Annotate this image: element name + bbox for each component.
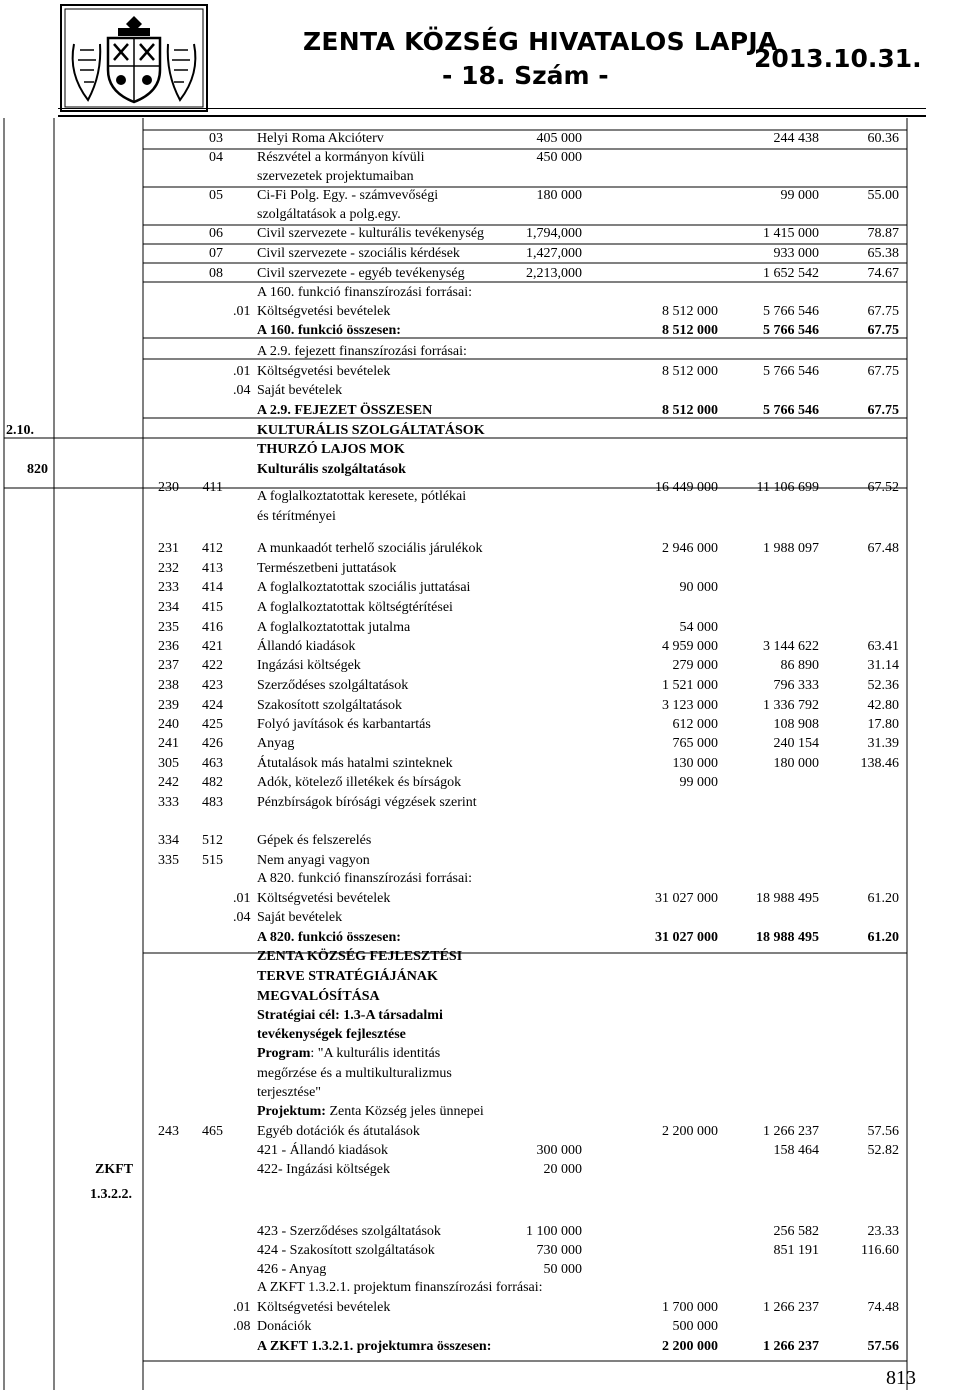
planned-amount: 405 000 <box>536 131 582 146</box>
publication-date: 2013.10.31. <box>754 44 922 73</box>
description: Természetbeni juttatások <box>257 561 397 576</box>
economic-code: 04 <box>209 150 223 165</box>
planned-amount: 730 000 <box>536 1243 582 1258</box>
economic-code: 515 <box>202 853 223 868</box>
economic-code: 421 <box>202 639 223 654</box>
description: Adók, kötelező illetékek és bírságok <box>257 775 462 790</box>
executed-amount: 86 890 <box>780 658 819 673</box>
executed-amount: 796 333 <box>773 678 819 693</box>
description: és térítményei <box>257 509 336 524</box>
execution-percent: 116.60 <box>861 1243 899 1258</box>
annual-plan-amount: 8 512 000 <box>662 323 718 338</box>
description: A munkaadót terhelő szociális járulékok <box>257 541 483 556</box>
description: Kulturális szolgáltatások <box>257 462 406 477</box>
description: Költségvetési bevételek <box>257 1300 391 1315</box>
description: Folyó javítások és karbantartás <box>257 717 431 732</box>
annual-plan-amount: 2 200 000 <box>662 1124 718 1139</box>
planned-amount: 1,794,000 <box>526 226 582 241</box>
execution-percent: 52.36 <box>867 678 899 693</box>
annual-plan-amount: 2 200 000 <box>662 1339 718 1354</box>
economic-code: 465 <box>202 1124 223 1139</box>
position-number: 333 <box>158 795 179 810</box>
description-label: Program <box>257 1046 311 1061</box>
description: Civil szervezete - szociális kérdések <box>257 246 460 261</box>
description: Civil szervezete - egyéb tevékenység <box>257 266 465 281</box>
annual-plan-amount: 8 512 000 <box>662 304 718 319</box>
source-code: .01 <box>233 364 251 379</box>
executed-amount: 256 582 <box>773 1224 819 1239</box>
function-code: 1.3.2.2. <box>90 1187 132 1202</box>
execution-percent: 57.56 <box>867 1339 899 1354</box>
executed-amount: 244 438 <box>773 131 819 146</box>
executed-amount: 1 988 097 <box>763 541 819 556</box>
description: A 2.9. fejezett finanszírozási forrásai: <box>257 344 467 359</box>
planned-amount: 450 000 <box>536 150 582 165</box>
execution-percent: 74.48 <box>867 1300 899 1315</box>
executed-amount: 1 266 237 <box>763 1300 819 1315</box>
description: TERVE STRATÉGIÁJÁNAK <box>257 969 438 984</box>
source-code: .08 <box>233 1319 251 1334</box>
economic-code: 413 <box>202 561 223 576</box>
description: A foglalkoztatottak szociális juttatásai <box>257 580 471 595</box>
description: Saját bevételek <box>257 383 343 398</box>
economic-code: 05 <box>209 188 223 203</box>
annual-plan-amount: 2 946 000 <box>662 541 718 556</box>
executed-amount: 11 106 699 <box>756 480 819 495</box>
annual-plan-amount: 16 449 000 <box>655 480 718 495</box>
execution-percent: 61.20 <box>867 930 899 945</box>
position-number: 232 <box>158 561 179 576</box>
description: Saját bevételek <box>257 910 343 925</box>
description: ZENTA KÖZSÉG FEJLESZTÉSI <box>257 949 463 964</box>
description: terjesztése" <box>257 1085 322 1100</box>
economic-code: 422 <box>202 658 223 673</box>
executed-amount: 18 988 495 <box>756 891 819 906</box>
description: A foglalkoztatottak keresete, pótlékai <box>257 489 467 504</box>
execution-percent: 61.20 <box>867 891 899 906</box>
execution-percent: 67.75 <box>867 403 899 418</box>
executed-amount: 1 266 237 <box>763 1339 819 1354</box>
executed-amount: 1 336 792 <box>763 698 819 713</box>
description: Költségvetési bevételek <box>257 891 391 906</box>
description: A 160. funkció összesen: <box>257 323 401 338</box>
planned-amount: 20 000 <box>543 1162 582 1177</box>
description: Helyi Roma Akcióterv <box>257 131 384 146</box>
economic-code: 415 <box>202 600 223 615</box>
source-code: .01 <box>233 1300 251 1315</box>
execution-percent: 57.56 <box>867 1124 899 1139</box>
description: szolgáltatások a polg.egy. <box>257 207 401 222</box>
description: Gépek és felszerelés <box>257 833 372 848</box>
description: Anyag <box>257 736 295 751</box>
annual-plan-amount: 31 027 000 <box>655 930 718 945</box>
economic-code: 426 <box>202 736 223 751</box>
position-number: 230 <box>158 480 179 495</box>
economic-code: 414 <box>202 580 223 595</box>
executed-amount: 5 766 546 <box>763 364 819 379</box>
description: 422- Ingázási költségek <box>257 1162 390 1177</box>
position-number: 240 <box>158 717 179 732</box>
executed-amount: 1 652 542 <box>763 266 819 281</box>
description: Pénzbírságok bírósági végzések szerint <box>257 795 477 810</box>
planned-amount: 1,427,000 <box>526 246 582 261</box>
economic-code: 411 <box>202 480 223 495</box>
execution-percent: 65.38 <box>867 246 899 261</box>
annual-plan-amount: 612 000 <box>672 717 718 732</box>
planned-amount: 180 000 <box>536 188 582 203</box>
description: Állandó kiadások <box>257 639 356 654</box>
description: A ZKFT 1.3.2.1. projektumra összesen: <box>257 1339 492 1354</box>
executed-amount: 3 144 622 <box>763 639 819 654</box>
position-number: 239 <box>158 698 179 713</box>
economic-code: 423 <box>202 678 223 693</box>
description: 421 - Állandó kiadások <box>257 1143 389 1158</box>
issue-number: - 18. Szám - <box>442 61 609 90</box>
economic-code: 416 <box>202 620 223 635</box>
position-number: 235 <box>158 620 179 635</box>
position-number: 237 <box>158 658 179 673</box>
economic-code: 425 <box>202 717 223 732</box>
description-text: Zenta Község jeles ünnepei <box>325 1104 484 1119</box>
chapter-number: 2.10. <box>6 423 34 438</box>
execution-percent: 138.46 <box>860 756 899 771</box>
execution-percent: 67.48 <box>867 541 899 556</box>
economic-code: 08 <box>209 266 223 281</box>
description: Nem anyagi vagyon <box>257 853 370 868</box>
description: Civil szervezete - kulturális tevékenység <box>257 226 485 241</box>
execution-percent: 67.75 <box>867 364 899 379</box>
source-code: .04 <box>233 910 251 925</box>
annual-plan-amount: 8 512 000 <box>662 403 718 418</box>
description: Egyéb dotációk és átutalások <box>257 1124 420 1139</box>
executed-amount: 933 000 <box>773 246 819 261</box>
position-number: 243 <box>158 1124 179 1139</box>
economic-code: 07 <box>209 246 223 261</box>
execution-percent: 67.52 <box>867 480 899 495</box>
description <box>257 1104 484 1120</box>
source-code: .01 <box>233 891 251 906</box>
economic-code: 463 <box>202 756 223 771</box>
execution-percent: 74.67 <box>867 266 899 281</box>
description: Ci-Fi Polg. Egy. - számvevőségi <box>257 188 439 203</box>
publication-title: ZENTA KÖZSÉG HIVATALOS LAPJA <box>303 27 778 56</box>
description: A 820. funkció finanszírozási forrásai: <box>257 871 472 886</box>
position-number: 305 <box>158 756 179 771</box>
description: Költségvetési bevételek <box>257 304 391 319</box>
description: A 820. funkció összesen: <box>257 930 401 945</box>
execution-percent: 17.80 <box>867 717 899 732</box>
planned-amount: 50 000 <box>543 1262 582 1277</box>
executed-amount: 1 415 000 <box>763 226 819 241</box>
description: A foglalkoztatottak költségtérítései <box>257 600 453 615</box>
annual-plan-amount: 279 000 <box>672 658 718 673</box>
position-number: 242 <box>158 775 179 790</box>
execution-percent: 67.75 <box>867 304 899 319</box>
annual-plan-amount: 99 000 <box>679 775 718 790</box>
position-number: 236 <box>158 639 179 654</box>
description: 423 - Szerződéses szolgáltatások <box>257 1224 441 1239</box>
annual-plan-amount: 3 123 000 <box>662 698 718 713</box>
description: 424 - Szakosított szolgáltatások <box>257 1243 435 1258</box>
description-label: Projektum: <box>257 1104 326 1119</box>
economic-code: 512 <box>202 833 223 848</box>
annual-plan-amount: 130 000 <box>672 756 718 771</box>
execution-percent: 60.36 <box>867 131 899 146</box>
description: THURZÓ LAJOS MOK <box>257 442 405 457</box>
executed-amount: 5 766 546 <box>763 403 819 418</box>
description: 426 - Anyag <box>257 1262 327 1277</box>
position-number: 234 <box>158 600 179 615</box>
description: Stratégiai cél: 1.3-A társadalmi <box>257 1008 443 1023</box>
position-number: 238 <box>158 678 179 693</box>
annual-plan-amount: 500 000 <box>672 1319 718 1334</box>
description: A 160. funkció finanszírozási forrásai: <box>257 285 472 300</box>
position-number: 241 <box>158 736 179 751</box>
economic-code: 06 <box>209 226 223 241</box>
description <box>257 1046 440 1062</box>
source-code: .01 <box>233 304 251 319</box>
annual-plan-amount: 31 027 000 <box>655 891 718 906</box>
description: Szerződéses szolgáltatások <box>257 678 409 693</box>
description-text: : "A kulturális identitás <box>310 1046 441 1061</box>
page-number: 813 <box>886 1367 916 1389</box>
annual-plan-amount: 8 512 000 <box>662 364 718 379</box>
executed-amount: 5 766 546 <box>763 323 819 338</box>
position-number: 233 <box>158 580 179 595</box>
execution-percent: 31.39 <box>867 736 899 751</box>
execution-percent: 52.82 <box>867 1143 899 1158</box>
planned-amount: 300 000 <box>536 1143 582 1158</box>
executed-amount: 240 154 <box>773 736 819 751</box>
annual-plan-amount: 1 700 000 <box>662 1300 718 1315</box>
description: MEGVALÓSÍTÁSA <box>257 989 380 1004</box>
position-number: 334 <box>158 833 179 848</box>
executed-amount: 158 464 <box>773 1143 819 1158</box>
executed-amount: 5 766 546 <box>763 304 819 319</box>
position-number: 231 <box>158 541 179 556</box>
description: A ZKFT 1.3.2.1. projektum finanszírozási forrásai: <box>257 1280 543 1295</box>
economic-code: 483 <box>202 795 223 810</box>
description: A foglalkoztatottak jutalma <box>257 620 411 635</box>
planned-amount: 1 100 000 <box>526 1224 582 1239</box>
annual-plan-amount: 1 521 000 <box>662 678 718 693</box>
execution-percent: 63.41 <box>867 639 899 654</box>
execution-percent: 23.33 <box>867 1224 899 1239</box>
description: Ingázási költségek <box>257 658 361 673</box>
execution-percent: 42.80 <box>867 698 899 713</box>
description: KULTURÁLIS SZOLGÁLTATÁSOK <box>257 423 485 438</box>
description: tevékenységek fejlesztése <box>257 1027 406 1042</box>
economic-code: 482 <box>202 775 223 790</box>
economic-code: 412 <box>202 541 223 556</box>
executed-amount: 18 988 495 <box>756 930 819 945</box>
description: megőrzése és a multikulturalizmus <box>257 1066 452 1081</box>
execution-percent: 67.75 <box>867 323 899 338</box>
executed-amount: 1 266 237 <box>763 1124 819 1139</box>
description: Donációk <box>257 1319 312 1334</box>
annual-plan-amount: 90 000 <box>679 580 718 595</box>
description: Átutalások más hatalmi szinteknek <box>257 756 453 771</box>
executed-amount: 851 191 <box>773 1243 819 1258</box>
execution-percent: 31.14 <box>867 658 899 673</box>
description: Részvétel a kormányon kívüli <box>257 150 425 165</box>
executed-amount: 180 000 <box>773 756 819 771</box>
source-code: .04 <box>233 383 251 398</box>
description: A 2.9. FEJEZET ÖSSZESEN <box>257 403 433 418</box>
executed-amount: 99 000 <box>780 188 819 203</box>
annual-plan-amount: 765 000 <box>672 736 718 751</box>
annual-plan-amount: 4 959 000 <box>662 639 718 654</box>
function-code: ZKFT <box>95 1162 134 1177</box>
planned-amount: 2,213,000 <box>526 266 582 281</box>
annual-plan-amount: 54 000 <box>679 620 718 635</box>
execution-percent: 55.00 <box>867 188 899 203</box>
description: Szakosított szolgáltatások <box>257 698 403 713</box>
executed-amount: 108 908 <box>773 717 819 732</box>
execution-percent: 78.87 <box>867 226 899 241</box>
description: Költségvetési bevételek <box>257 364 391 379</box>
function-code: 820 <box>27 462 48 477</box>
economic-code: 03 <box>209 131 223 146</box>
description: szervezetek projektumaiban <box>257 169 414 184</box>
position-number: 335 <box>158 853 179 868</box>
economic-code: 424 <box>202 698 223 713</box>
